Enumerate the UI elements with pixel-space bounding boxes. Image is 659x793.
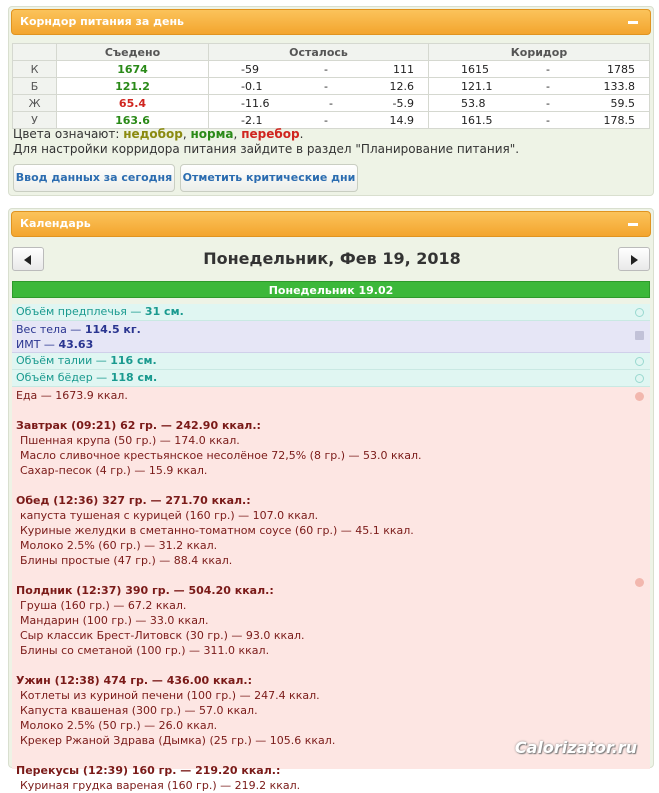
row-label: К [13, 61, 57, 78]
left-to: -5.9 [392, 96, 414, 110]
meal-breakfast: Завтрак (09:21) 62 гр. — 242.90 ккал.: Пшенная крупа (50 гр.) — 174.0 ккал. Масло сливочное крестьянское несолёное 72,5% (8 гр.) — 53.0 ккал. Сахар-песок (4 гр.) — 15.9 ккал. [16, 418, 650, 478]
meal-dinner: Ужин (12:38) 474 гр. — 436.00 ккал.: Котлеты из куриной печени (100 гр.) — 247.4 ккал. Капуста квашеная (300 гр.) — 57.0 ккал. Молоко 2.5% (50 гр.) — 26.0 ккал. Крекер Ржаной Здрава (Дымка) (25 гр.) — 105.6 ккал. [16, 673, 650, 748]
corridor-dash: - [546, 79, 550, 93]
corridor-panel-title: Корндор питания за день [20, 15, 185, 28]
table-row [13, 78, 650, 95]
list-item: Куриная грудка вареная (160 гр.) — 219.2 ккал. [20, 779, 301, 792]
hips-value: 118 см. [110, 371, 158, 384]
legend-over: перебор [241, 127, 300, 141]
left-to: 111 [392, 62, 414, 76]
food-total: Еда — 1673.9 ккал. [16, 389, 128, 402]
mark-critical-days-button[interactable]: Отметить критические дни [180, 164, 358, 192]
corridor-dash: - [546, 96, 550, 110]
corridor-to: 178.5 [603, 113, 635, 127]
measure-icon [635, 374, 644, 383]
next-day-button[interactable] [618, 247, 650, 271]
waist-entry[interactable]: Объём талии — 116 см. [12, 353, 650, 370]
day-header: Понедельник 19.02 [12, 281, 650, 298]
watermark: Calorizator.ru [514, 738, 637, 757]
list-item: Сыр классик Брест-Литовск (30 гр.) — 93.0 ккал. [20, 629, 305, 642]
header-left: Осталось [209, 44, 429, 61]
bmi-value: 43.63 [58, 338, 94, 351]
eaten-value: 1674 [57, 61, 209, 78]
enter-today-button[interactable]: Ввод данных за сегодня [13, 164, 175, 192]
weight-entry[interactable]: Вес тела — 114.5 кг. ИМТ — 43.63 [12, 321, 650, 353]
corridor-to: 133.8 [603, 79, 635, 93]
table-row [13, 61, 650, 78]
list-item: Крекер Ржаной Здрава (Дымка) (25 гр.) — 105.6 ккал. [20, 734, 336, 747]
corridor-panel [8, 6, 654, 196]
arrow-right-icon [631, 255, 638, 265]
list-item: Блины со сметаной (100 гр.) — 311.0 ккал. [20, 644, 270, 657]
list-item: Масло сливочное крестьянское несолёное 72,5% (8 гр.) — 53.0 ккал. [20, 449, 422, 462]
table-row [13, 95, 650, 112]
forearm-entry[interactable]: Объём предплечья — 31 см. [12, 304, 650, 321]
corridor-from: 161.5 [461, 113, 493, 127]
corridor-dash: - [546, 62, 550, 76]
list-item: Пшенная крупа (50 гр.) — 174.0 ккал. [20, 434, 240, 447]
left-dash: - [323, 62, 328, 76]
collapse-icon[interactable] [628, 21, 638, 24]
calendar-panel [8, 208, 654, 792]
list-item: Куриные желудки в сметанно-томатном соусе (60 гр.) — 45.1 ккал. [20, 524, 414, 537]
meal-lunch: Обед (12:36) 327 гр. — 271.70 ккал.: капуста тушеная с курицей (160 гр.) — 107.0 ккал. Куриные желудки в сметанно-томатном соусе (60 гр.) — 45.1 ккал. Молоко 2.5% (60 гр.) — 31.2 ккал. Блины простые (47 гр.) — 88.4 ккал. [16, 493, 650, 568]
list-item: Молоко 2.5% (60 гр.) — 31.2 ккал. [20, 539, 218, 552]
measure-icon [635, 357, 644, 366]
row-label: Б [13, 78, 57, 95]
list-item: Мандарин (100 гр.) — 33.0 ккал. [20, 614, 209, 627]
meal-snacks: Перекусы (12:39) 160 гр. — 219.20 ккал.: Куриная грудка вареная (160 гр.) — 219.2 ккал. [16, 763, 650, 793]
left-dash: - [323, 113, 328, 127]
corridor-dash: - [546, 113, 550, 127]
list-item: Капуста квашеная (300 гр.) — 57.0 ккал. [20, 704, 258, 717]
table-header-row [13, 44, 650, 61]
left-from: -0.1 [241, 79, 263, 93]
hips-entry[interactable]: Объём бёдер — 118 см. [12, 370, 650, 387]
corridor-from: 1615 [461, 62, 489, 76]
left-to: 12.6 [389, 79, 414, 93]
settings-hint: Для настройки корридора питания зайдите в раздел "Планирование питания". [13, 142, 520, 156]
header-corridor: Коридор [429, 44, 650, 61]
collapse-icon[interactable] [628, 223, 638, 226]
color-legend: Цвета означают: недобор, норма, перебор. Для настройки корридора питания зайдите в раздел "Планирование питания". [13, 127, 520, 156]
legend-under: недобор [123, 127, 183, 141]
left-from: -11.6 [241, 96, 270, 110]
corridor-panel-header[interactable] [11, 9, 651, 35]
measure-icon [635, 308, 644, 317]
eaten-value: 121.2 [57, 78, 209, 95]
list-item: Груша (160 гр.) — 67.2 ккал. [20, 599, 187, 612]
date-title: Понедельник, Фев 19, 2018 [203, 249, 461, 268]
forearm-value: 31 см. [144, 305, 184, 318]
corridor-table [12, 43, 650, 129]
eaten-value: 65.4 [57, 95, 209, 112]
meal-snack: Полдник (12:37) 390 гр. — 504.20 ккал.: Груша (160 гр.) — 67.2 ккал. Мандарин (100 гр.) — 33.0 ккал. Сыр классик Брест-Литовск (30 гр.) — 93.0 ккал. Блины со сметаной (100 гр.) — 311.0 ккал. [16, 583, 650, 658]
table-row [13, 112, 650, 129]
left-from: -59 [241, 62, 259, 76]
eaten-value: 163.6 [57, 112, 209, 129]
apple-icon [635, 578, 644, 587]
calendar-panel-title: Календарь [20, 217, 91, 230]
header-eaten: Съедено [57, 44, 209, 61]
corridor-to: 59.5 [610, 96, 635, 110]
left-to: 14.9 [389, 113, 414, 127]
list-item: капуста тушеная с курицей (160 гр.) — 107.0 ккал. [20, 509, 319, 522]
left-dash: - [323, 79, 328, 93]
scale-icon [635, 331, 644, 340]
food-block[interactable] [12, 387, 650, 792]
row-label: Ж [13, 95, 57, 112]
legend-norm: норма [190, 127, 234, 141]
legend-prefix: Цвета означают: [13, 127, 120, 141]
list-item: Котлеты из куриной печени (100 гр.) — 247.4 ккал. [20, 689, 320, 702]
list-item: Блины простые (47 гр.) — 88.4 ккал. [20, 554, 233, 567]
list-item: Молоко 2.5% (50 гр.) — 26.0 ккал. [20, 719, 218, 732]
row-label: У [13, 112, 57, 129]
calendar-panel-header[interactable] [11, 211, 651, 237]
corridor-from: 121.1 [461, 79, 493, 93]
corridor-from: 53.8 [461, 96, 486, 110]
weight-value: 114.5 кг. [84, 323, 141, 336]
waist-value: 116 см. [110, 354, 157, 367]
corridor-to: 1785 [606, 62, 635, 76]
apple-icon [635, 392, 644, 401]
left-from: -2.1 [241, 113, 263, 127]
list-item: Сахар-песок (4 гр.) — 15.9 ккал. [20, 464, 208, 477]
left-dash: - [329, 96, 333, 110]
